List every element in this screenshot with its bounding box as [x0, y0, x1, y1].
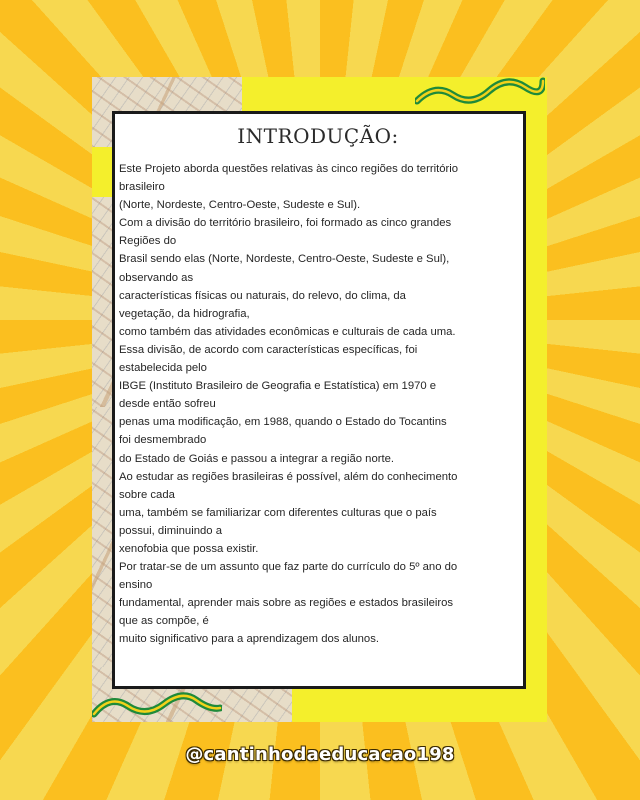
intro-line: (Norte, Nordeste, Centro-Oeste, Sudeste e Sul). [119, 199, 361, 212]
intro-line: vegetação, da hidrografia, [119, 307, 250, 320]
intro-line: desde então sofreu [119, 398, 216, 411]
intro-line: Regiões do [119, 235, 177, 248]
intro-line: Brasil sendo elas (Norte, Nordeste, Centro-Oeste, Sudeste e Sul), [119, 253, 450, 266]
intro-line: ensino [119, 579, 153, 592]
intro-line: IBGE (Instituto Brasileiro de Geografia e Estatística) em 1970 e [119, 380, 437, 393]
brazil-flag-ribbon-icon [415, 77, 545, 107]
intro-line: brasileiro [119, 181, 165, 194]
intro-line: Ao estudar as regiões brasileiras é possível, além do conhecimento [119, 470, 458, 483]
intro-line: do Estado de Goiás e passou a integrar a região norte. [119, 452, 395, 465]
page-title: INTRODUÇÃO: [237, 124, 399, 148]
intro-line: xenofobia que possa existir. [119, 542, 259, 555]
intro-line: Por tratar-se de um assunto que faz parte do currículo do 5º ano do [119, 561, 458, 574]
intro-line: possui, diminuindo a [119, 524, 222, 537]
intro-line: fundamental, aprender mais sobre as regiões e estados brasileiros [119, 597, 454, 610]
intro-line: sobre cada [119, 488, 175, 501]
intro-line: que as compõe, é [119, 615, 209, 628]
intro-line: como também das atividades econômicas e culturais de cada uma. [119, 325, 456, 338]
intro-body [119, 160, 517, 649]
brazil-flag-ribbon-icon [92, 692, 222, 720]
instagram-handle: @cantinhodaeducacao198 [185, 744, 455, 765]
intro-line: uma, também se familiarizar com diferentes culturas que o país [119, 506, 437, 519]
intro-line: penas uma modificação, em 1988, quando o Estado do Tocantins [119, 416, 447, 429]
intro-line: Com a divisão do território brasileiro, foi formado as cinco grandes [119, 217, 452, 230]
intro-line: Essa divisão, de acordo com características específicas, foi [119, 343, 418, 356]
intro-line: Este Projeto aborda questões relativas às cinco regiões do território [119, 163, 459, 175]
intro-line: estabelecida pelo [119, 362, 207, 375]
text-panel [112, 111, 526, 689]
intro-line: observando as [119, 271, 194, 284]
intro-line: características físicas ou naturais, do relevo, do clima, da [119, 289, 406, 302]
intro-line: foi desmembrado [119, 434, 207, 447]
intro-line: muito significativo para a aprendizagem dos alunos. [119, 633, 379, 646]
